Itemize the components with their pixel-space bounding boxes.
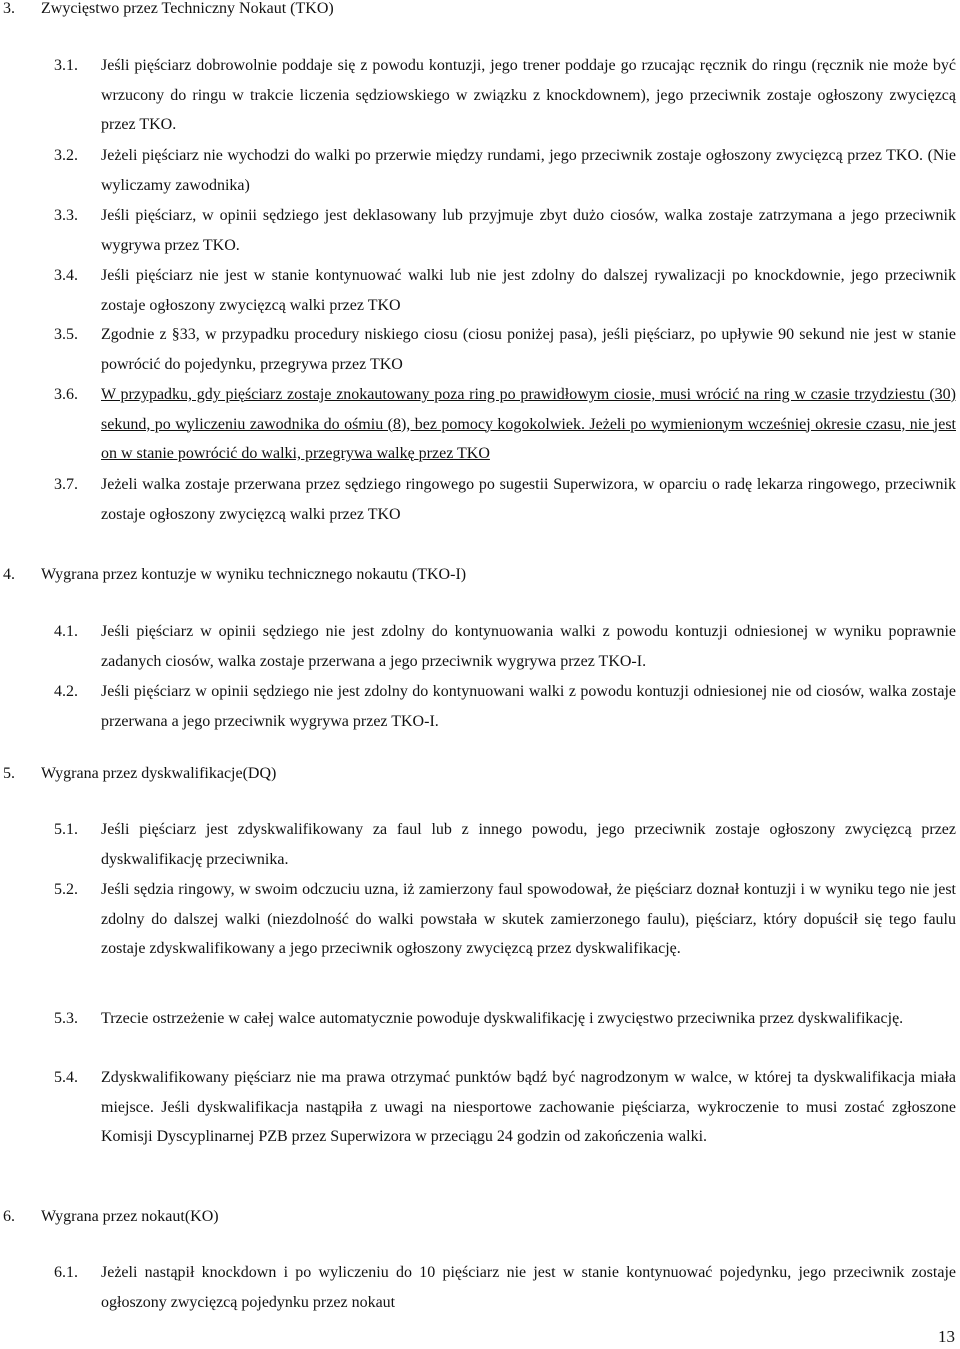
item-text: Jeśli pięściarz w opinii sędziego nie jest zdolny do kontynuowania walki z powodu kontuzji odniesionej w wyniku poprawnie zadanych ciosów, walka zostaje przerwana a jego przeciwnik wygrywa przez TKO-I.	[101, 623, 956, 670]
item-number: 5.2.	[54, 881, 78, 898]
item-number: 3.7.	[54, 476, 78, 493]
section-number: 4.	[3, 566, 15, 583]
section-title: Wygrana przez nokaut(KO)	[41, 1208, 219, 1225]
section-title: Wygrana przez dyskwalifikacje(DQ)	[41, 765, 277, 782]
item-number: 5.3.	[54, 1010, 78, 1027]
item-number: 5.4.	[54, 1069, 78, 1086]
page-number: 13	[938, 1327, 955, 1346]
item-text: Jeśli pięściarz nie jest w stanie kontynuować walki lub nie jest zdolny do dalszej rywalizacji po knockdownie, jego przeciwnik zostaje ogłoszony zwycięzcą walki przez TKO	[101, 267, 956, 314]
item-text: W przypadku, gdy pięściarz zostaje znokautowany poza ring po prawidłowym ciosie, musi wrócić na ring w czasie trzydziestu (30) sekund, po wyliczeniu zawodnika do ośmiu (8), bez pomocy kogokolwiek. Jeżeli po wymienionym wcześniej okresie czasu, nie jest on w stanie powrócić do walki, przegrywa walkę przez TKO	[101, 386, 956, 462]
item-text: Zgodnie z §33, w przypadku procedury niskiego ciosu (ciosu poniżej pasa), jeśli pięściarz, po upływie 90 sekund nie jest w stanie powrócić do pojedynku, przegrywa przez TKO	[101, 326, 956, 373]
item-number: 3.6.	[54, 386, 78, 403]
item-number: 3.2.	[54, 147, 78, 164]
section-number: 5.	[3, 765, 15, 782]
section-title: Zwycięstwo przez Techniczny Nokaut (TKO)	[41, 0, 334, 17]
item-number: 3.5.	[54, 326, 78, 343]
item-text: Trzecie ostrzeżenie w całej walce automatycznie powoduje dyskwalifikację i zwycięstwo przeciwnika przez dyskwalifikację.	[101, 1010, 904, 1027]
item-text: Jeżeli pięściarz nie wychodzi do walki po przerwie między rundami, jego przeciwnik zostaje ogłoszony zwycięzcą przez TKO. (Nie wyliczamy zawodnika)	[101, 147, 956, 194]
item-text: Zdyskwalifikowany pięściarz nie ma prawa otrzymać punktów bądź być nagrodzonym w walce, w której ta dyskwalifikacja miała miejsce. Jeśli dyskwalifikacja nastąpiła z uwagi na niesportowe zachowanie pięściarza, wykroczenie to musi zostać zgłoszone Komisji Dyscyplinarnej PZB przez Superwizora w przeciągu 24 godzin od zakończenia walki.	[101, 1069, 956, 1145]
section-number: 6.	[3, 1208, 15, 1225]
item-text: Jeśli pięściarz w opinii sędziego nie jest zdolny do kontynuowani walki z powodu kontuzji odniesionej nie od ciosów, walka zostaje przerwana a jego przeciwnik wygrywa przez TKO-I.	[101, 683, 956, 730]
item-number: 3.3.	[54, 207, 78, 224]
item-number: 6.1.	[54, 1264, 78, 1281]
item-number: 3.1.	[54, 57, 78, 74]
item-number: 4.1.	[54, 623, 78, 640]
item-number: 4.2.	[54, 683, 78, 700]
item-text: Jeśli sędzia ringowy, w swoim odczuciu uzna, iż zamierzony faul spowodował, że pięściarz doznał kontuzji i w wyniku tego nie jest zdolny do dalszej walki (niezdolność do walki powstała w skutek zamierzonego faulu), pięściarz, który dopuścił się tego faulu zostaje zdyskwalifikowany a jego przeciwnik ogłoszony zwycięzcą przez dyskwalifikację.	[101, 881, 956, 957]
item-text: Jeżeli nastąpił knockdown i po wyliczeniu do 10 pięściarz nie jest w stanie kontynuować pojedynku, jego przeciwnik zostaje ogłoszony zwycięzcą pojedynku przez nokaut	[101, 1264, 956, 1311]
item-text: Jeśli pięściarz jest zdyskwalifikowany za faul lub z innego powodu, jego przeciwnik zostaje ogłoszony zwycięzcą przez dyskwalifikację przeciwnika.	[101, 821, 956, 868]
item-text: Jeśli pięściarz dobrowolnie poddaje się z powodu kontuzji, jego trener poddaje go rzucając ręcznik do ringu (ręcznik nie może być wrzucony do ringu w trakcie liczenia sędziowskiego w związku z knockdownem), jego przeciwnik zostaje ogłoszony zwycięzcą przez TKO.	[101, 57, 956, 133]
section-number: 3.	[3, 0, 15, 17]
item-number: 3.4.	[54, 267, 78, 284]
item-text: Jeśli pięściarz, w opinii sędziego jest deklasowany lub przyjmuje zbyt dużo ciosów, walka zostaje zatrzymana a jego przeciwnik wygrywa przez TKO.	[101, 207, 956, 254]
item-text: Jeżeli walka zostaje przerwana przez sędziego ringowego po sugestii Superwizora, w oparciu o radę lekarza ringowego, przeciwnik zostaje ogłoszony zwycięzcą walki przez TKO	[101, 476, 956, 523]
item-number: 5.1.	[54, 821, 78, 838]
section-title: Wygrana przez kontuzje w wyniku technicznego nokautu (TKO-I)	[41, 566, 467, 583]
